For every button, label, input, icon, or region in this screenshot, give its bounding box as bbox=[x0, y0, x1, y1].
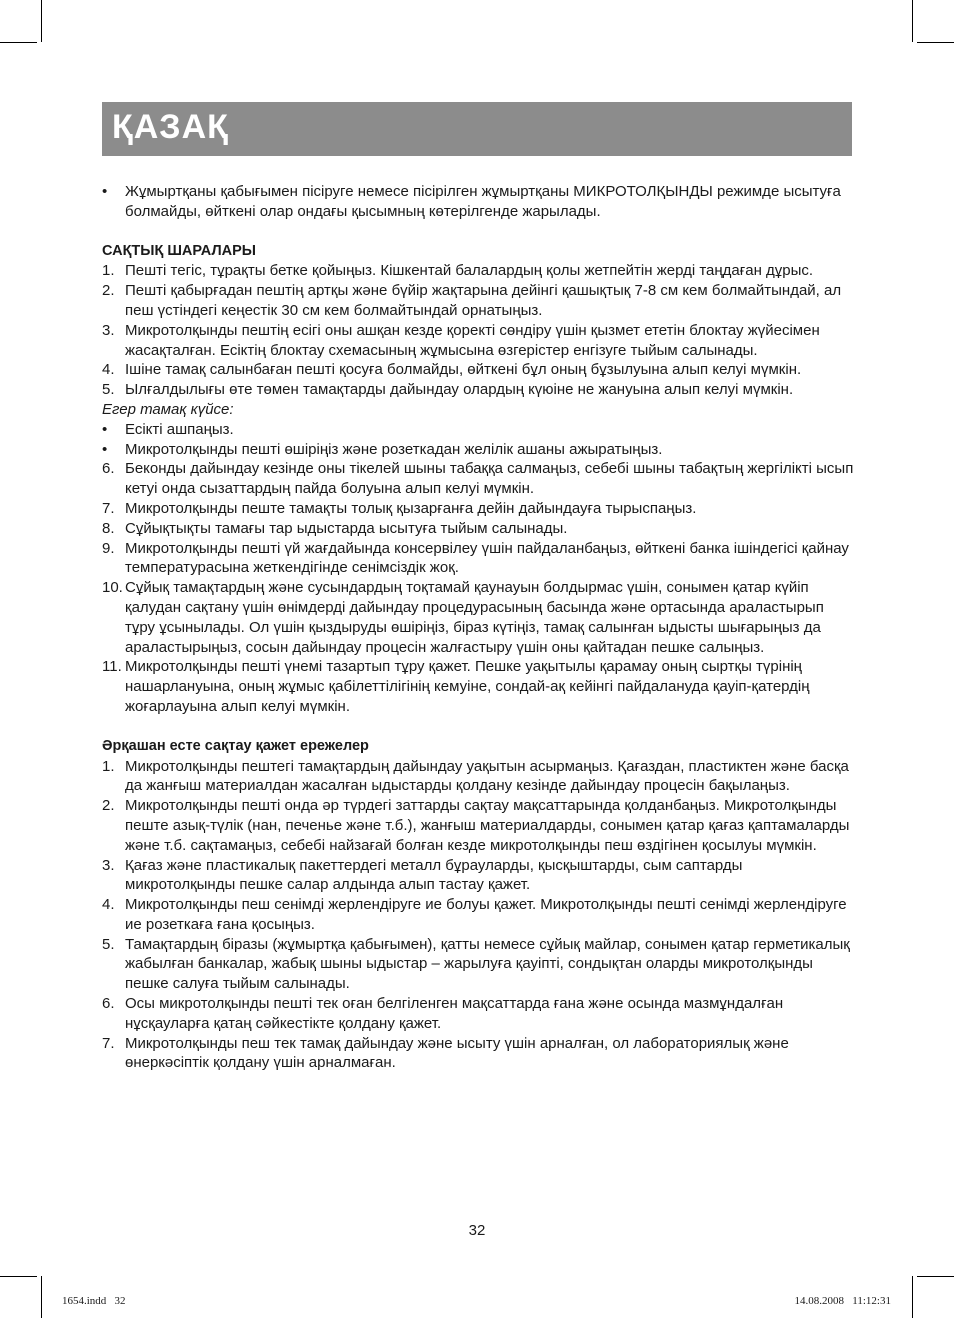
item-text: Ылғалдылығы өте төмен тамақтарды дайындау олардың күюіне не жануына алып келуі мүмкін. bbox=[125, 381, 794, 399]
list-item bbox=[102, 856, 854, 896]
section-heading: Әрқашан есте сақтау қажет ережелер bbox=[102, 737, 369, 754]
list-item bbox=[102, 1034, 854, 1074]
item-number: 7. bbox=[102, 1034, 115, 1052]
page-content bbox=[102, 182, 854, 1073]
fire-bullets bbox=[102, 420, 854, 460]
list-item bbox=[102, 261, 854, 281]
item-text: Жұмыртқаны қабығымен пісіруге немесе пісірілген жұмыртқаны МИКРОТОЛҚЫНДЫ режимде ысытуға болмайды, өйткені олар ондағы қысымның көтерілгенде жарылады. bbox=[125, 183, 841, 220]
crop-mark bbox=[917, 1276, 954, 1277]
crop-mark bbox=[41, 1276, 42, 1318]
item-text: Пешті тегіс, тұрақты бетке қойыңыз. Кішкентай балалардың қолы жетпейтін жерді таңдаған дұрыс. bbox=[125, 262, 814, 280]
crop-mark bbox=[41, 0, 42, 42]
bullet-marker: • bbox=[102, 420, 108, 438]
item-text: Микротолқынды пешті үй жағдайында консервілеу үшін пайдаланбаңыз, өйткені банка ішіндегісі қайнау температурасына жеткендігінде сенімсіздік жоқ. bbox=[125, 539, 849, 577]
list-item bbox=[102, 321, 854, 361]
footer-file-info: 1654.indd 32 bbox=[62, 1295, 126, 1307]
item-number: 5. bbox=[102, 935, 115, 953]
bullet-marker: • bbox=[102, 440, 108, 458]
list-item bbox=[102, 539, 854, 579]
item-number: 1. bbox=[102, 262, 115, 280]
language-banner bbox=[102, 102, 852, 156]
item-text: Микротолқынды пешті өшіріңіз және розеткадан желілік ашаны ажыратыңыз. bbox=[125, 440, 663, 458]
crop-mark bbox=[917, 42, 954, 43]
item-text: Микротолқынды пешті онда әр түрдегі заттарды сақтау мақсаттарында қолданбаңыз. Микротолқынды пеште азық-түлік (нан, печенье және т.б.), жанғыш материалдарды, сонымен қатар қағаз қаптамаларды және т.б. сақтамаңыз, себебі найзағай болған кезде микротолқынды пеш өздігінен қосылуы мүмкін. bbox=[125, 797, 850, 854]
item-number: 2. bbox=[102, 282, 115, 300]
banner-title: ҚАЗАҚ bbox=[112, 108, 229, 146]
crop-mark bbox=[0, 1276, 37, 1277]
item-text: Сұйық тамақтардың және сусындардың тоқтамай қаунауын болдырмас үшін, сонымен қатар күйіп қалудан сақтану үшін өнімдерді дайындау процедурасының басында және ортасында араластырып тұру ұсынылады. Ол үшін қыздыруды өшіріңіз, біраз күтіңіз, тамақ салынған ыдысты шығарыңыз да араластырыңыз, сосын дайындау процесін жалғастыру үшін оны қайтадан пешке салыңыз. bbox=[125, 579, 824, 656]
item-text: Пешті қабырғадан пештің артқы және бүйір жақтарына дейінгі қашықтық 7-8 см кем болмайтындай, ал пеш үстіндегі кеңестік 30 см кем болмайтындай орнатыңыз. bbox=[125, 282, 842, 319]
list-item bbox=[102, 499, 854, 519]
item-number: 7. bbox=[102, 499, 115, 517]
list-item bbox=[102, 420, 854, 440]
list-item bbox=[102, 578, 854, 657]
item-text: Микротолқынды пешті үнемі тазартып тұру қажет. Пешке уақытылы қарамау оның сыртқы түрінің нашарлануына, оның жұмыс қабілеттілігінің кемуіне, сондай-ақ кейінгі пайдалануда қауіп-қатердің жоғарлауына алып келуі мүмкін. bbox=[125, 658, 810, 715]
item-number: 5. bbox=[102, 381, 115, 399]
note-text: Егер тамақ күйсе: bbox=[102, 400, 234, 418]
item-number: 4. bbox=[102, 896, 115, 914]
list-item bbox=[102, 935, 854, 994]
item-number: 4. bbox=[102, 361, 115, 379]
rules-list bbox=[102, 757, 854, 1074]
item-number: 2. bbox=[102, 797, 115, 815]
item-text: Ішіне тамақ салынбаған пешті қосуға болмайды, өйткені бұл оның бұзылуына алып келуі мүмкін. bbox=[125, 361, 802, 379]
list-item bbox=[102, 994, 854, 1034]
bullet-marker: • bbox=[102, 183, 108, 200]
item-number: 9. bbox=[102, 539, 115, 557]
section-heading: САҚТЫҚ ШАРАЛАРЫ bbox=[102, 242, 256, 259]
item-number: 10. bbox=[102, 579, 123, 597]
list-item bbox=[102, 380, 854, 400]
item-text: Микротолқынды пеште тамақты толық қызарғанға дейін дайындауға тырыспаңыз. bbox=[125, 499, 697, 517]
footer-timestamp: 14.08.2008 11:12:31 bbox=[794, 1295, 891, 1307]
item-text: Есікті ашпаңыз. bbox=[125, 420, 234, 438]
item-text: Микротолқынды пеш сенімді жерлендіруге ие болуы қажет. Микротолқынды пешті сенімді жерлендіруге ие розеткаға ғана қосыңыз. bbox=[125, 896, 847, 933]
intro-list bbox=[102, 182, 854, 222]
item-number: 11. bbox=[102, 658, 122, 676]
list-item bbox=[102, 182, 854, 222]
crop-mark bbox=[0, 42, 37, 43]
precautions-list bbox=[102, 261, 854, 400]
item-text: Тамақтардың біразы (жұмыртқа қабығымен), қатты немесе сұйық майлар, сонымен қатар герметикалық жабылған банкалар, жабық шыны ыдыстар – жарылуға қауіпті, сондықтан оларды микротолқынды пешке салуға тыйым салынады. bbox=[125, 935, 850, 993]
item-text: Микротолқынды пеш тек тамақ дайындау және ысыту үшін арналған, ол лабораториялық және өнеркәсіптік қолдану үшін арналмаған. bbox=[125, 1034, 789, 1072]
item-number: 3. bbox=[102, 321, 115, 339]
list-item bbox=[102, 440, 854, 460]
item-text: Микротолқынды пештің есігі оны ашқан кезде қоректі сөндіру үшін қызмет ететін блоктау жүйесімен жасақталған. Есіктің блоктау схемасының жұмысына өзгерістер енгізуге тыйым салынады. bbox=[125, 321, 820, 359]
item-number: 6. bbox=[102, 460, 115, 478]
crop-mark bbox=[912, 0, 913, 42]
item-text: Осы микротолқынды пешті тек оған белгіленген мақсаттарда ғана және осында мазмұндалған нұсқауларға қатаң сәйкестікте қолдану қажет. bbox=[125, 995, 784, 1032]
item-number: 8. bbox=[102, 519, 115, 537]
list-item bbox=[102, 360, 854, 380]
item-text: Беконды дайындау кезінде оны тікелей шыны табаққа салмаңыз, себебі шыны табақтың жергілікті ысып кетуі онда сызаттардың пайда болуына алып келуі мүмкін. bbox=[125, 460, 854, 498]
item-text: Микротолқынды пештегі тамақтардың дайындау уақытын асырмаңыз. Қағаздан, пластиктен және басқа да жанғыш материалдан жасалған ыдыстарды қолдану кезінде дайындау процесін бақылаңыз. bbox=[125, 757, 849, 795]
list-item bbox=[102, 281, 854, 321]
item-text: Қағаз және пластикалық пакеттердегі металл бұрауларды, қысқыштарды, сым саптарды микротолқынды пешке салар алдында алып тастау қажет. bbox=[125, 856, 743, 894]
item-number: 1. bbox=[102, 757, 115, 775]
crop-mark bbox=[912, 1276, 913, 1318]
list-item bbox=[102, 757, 854, 797]
precautions-list-continued bbox=[102, 459, 854, 716]
item-number: 3. bbox=[102, 856, 115, 874]
list-item bbox=[102, 895, 854, 935]
list-item bbox=[102, 657, 854, 716]
list-item bbox=[102, 519, 854, 539]
list-item bbox=[102, 796, 854, 855]
item-number: 6. bbox=[102, 995, 115, 1013]
page-number: 32 bbox=[468, 1222, 486, 1239]
item-text: Сұйықтықты тамағы тар ыдыстарда ысытуға тыйым салынады. bbox=[125, 519, 568, 537]
list-item bbox=[102, 459, 854, 499]
